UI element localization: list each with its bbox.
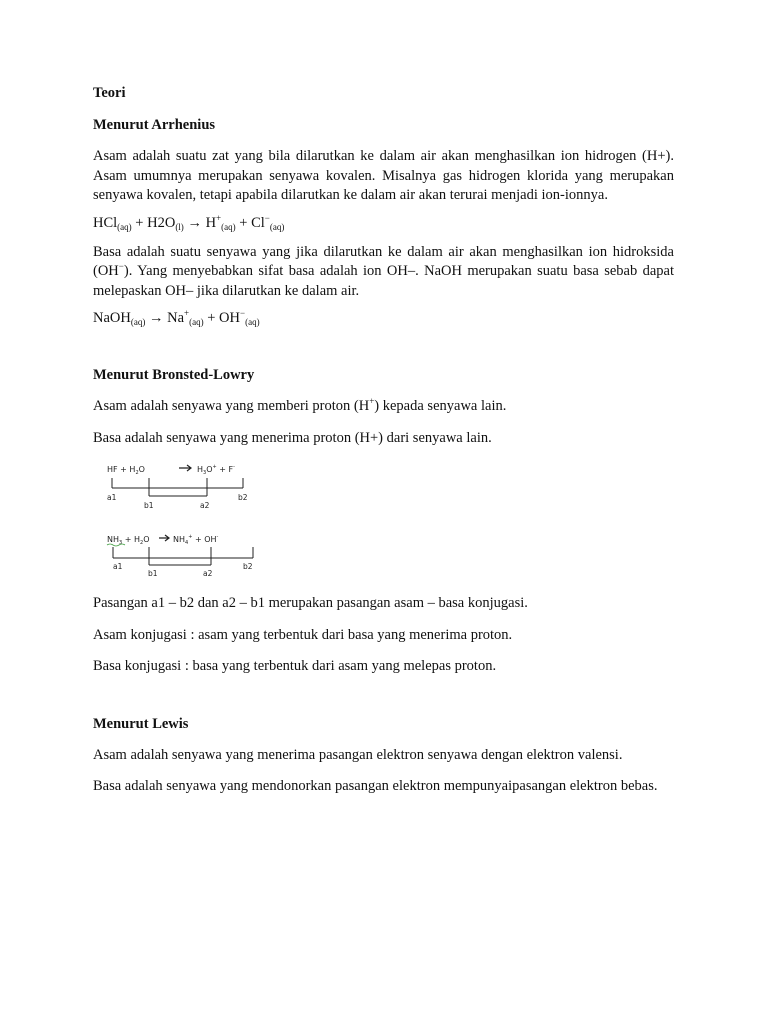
label-a2: a2 bbox=[200, 501, 210, 510]
heading-arrhenius: Menurut Arrhenius bbox=[93, 117, 216, 133]
eq-subscript: (aq) bbox=[117, 221, 132, 232]
eq-arrow: → bbox=[145, 310, 168, 326]
eq-subscript: (l) bbox=[175, 221, 184, 232]
eq-superscript: − bbox=[240, 308, 246, 318]
label-a1: a1 bbox=[107, 493, 117, 502]
eq-operator: + bbox=[203, 310, 220, 326]
eq-superscript: − bbox=[264, 212, 270, 223]
diagram-species-hf: HF + $H_2O$ bbox=[107, 465, 145, 476]
eq-subscript: (aq) bbox=[130, 317, 146, 327]
text-superscript: − bbox=[118, 261, 124, 271]
arrhenius-acid-paragraph: Asam adalah suatu zat yang bila dilarutkan ke dalam air akan menghasilkan ion hidrogen (H+). Asam umumnya merupakan senyawa kovalen. Misalnya gas hidrogen klorida yang merupakan senyawa kovalen, tetapi apabila dilarutkan ke dalam air akan terurai menjadi ion-ionnya. bbox=[93, 148, 674, 203]
bronsted-acid-paragraph bbox=[93, 397, 674, 417]
eq-term: NaOH bbox=[93, 310, 131, 326]
eq-term: OH bbox=[219, 310, 240, 326]
conjugate-acid-paragraph: Asam konjugasi : asam yang terbentuk dari basa yang menerima proton. bbox=[93, 626, 513, 643]
diagram-species-h3o: $H_3O^+ + F^-$ bbox=[197, 464, 235, 476]
label-a2: a2 bbox=[203, 569, 213, 578]
section-title: Teori bbox=[93, 85, 126, 101]
eq-subscript: (aq) bbox=[189, 317, 204, 327]
eq-term: H bbox=[205, 214, 217, 231]
reaction-arrow-icon bbox=[159, 535, 169, 541]
pairing-lines bbox=[113, 547, 253, 565]
eq-superscript: + bbox=[216, 212, 222, 223]
text-superscript: + bbox=[369, 396, 375, 406]
eq-subscript: (aq) bbox=[269, 221, 285, 232]
text-run: Asam adalah senyawa yang memberi proton (H bbox=[93, 398, 370, 414]
label-b1: b1 bbox=[144, 501, 154, 510]
heading-bronsted-lowry: Menurut Bronsted-Lowry bbox=[93, 367, 255, 383]
conjugate-pair-diagram-hf bbox=[93, 456, 293, 530]
eq-subscript: (aq) bbox=[221, 221, 236, 232]
eq-subscript: (aq) bbox=[245, 317, 260, 327]
conjugate-pair-diagram-nh3 bbox=[93, 530, 293, 590]
eq-operator: + bbox=[235, 214, 252, 231]
label-b2: b2 bbox=[243, 562, 253, 571]
label-b1: b1 bbox=[148, 569, 158, 578]
eq-superscript: + bbox=[184, 308, 190, 318]
eq-term: H2O bbox=[147, 214, 176, 231]
diagram-species-nh3: $NH_3 + H_2O$ bbox=[107, 535, 150, 546]
diagram-species-nh4: $NH_4^+ + OH^-$ bbox=[173, 534, 219, 546]
eq-term: HCl bbox=[93, 214, 118, 231]
equation-hcl bbox=[93, 213, 674, 233]
eq-term: Cl bbox=[251, 214, 265, 231]
conjugate-pair-paragraph: Pasangan a1 – b2 dan a2 – b1 merupakan pasangan asam – basa konjugasi. bbox=[93, 595, 528, 611]
text-run: ). Yang menyebabkan sifat basa adalah ion OH–. NaOH merupakan suatu basa sebab dapat melepaskan OH– jika dilarutkan ke dalam air. bbox=[93, 263, 674, 299]
text-run: ) kepada senyawa lain. bbox=[374, 398, 507, 414]
equation-naoh bbox=[93, 308, 674, 328]
conjugate-base-paragraph: Basa konjugasi : basa yang terbentuk dari asam yang melepas proton. bbox=[93, 658, 497, 674]
reaction-arrow-icon bbox=[179, 465, 191, 471]
label-a1: a1 bbox=[113, 562, 123, 571]
lewis-base-paragraph: Basa adalah senyawa yang mendonorkan pasangan elektron mempunyaipasangan elektron bebas. bbox=[93, 778, 658, 794]
eq-term: Na bbox=[167, 310, 185, 326]
arrhenius-base-paragraph bbox=[93, 243, 674, 302]
eq-arrow: → bbox=[183, 214, 206, 231]
heading-lewis: Menurut Lewis bbox=[93, 715, 189, 732]
text-run: Basa adalah suatu senyawa yang jika dilarutkan ke dalam air akan menghasilkan ion hidroksida (OH bbox=[93, 243, 674, 279]
eq-operator: + bbox=[131, 214, 148, 231]
label-b2: b2 bbox=[238, 493, 248, 502]
document-body bbox=[93, 84, 674, 797]
spellcheck-underline bbox=[107, 544, 125, 546]
lewis-acid-paragraph: Asam adalah senyawa yang menerima pasangan elektron senyawa dengan elektron valensi. bbox=[93, 746, 623, 763]
bronsted-base-paragraph: Basa adalah senyawa yang menerima proton (H+) dari senyawa lain. bbox=[93, 429, 492, 446]
pairing-lines bbox=[112, 478, 243, 496]
